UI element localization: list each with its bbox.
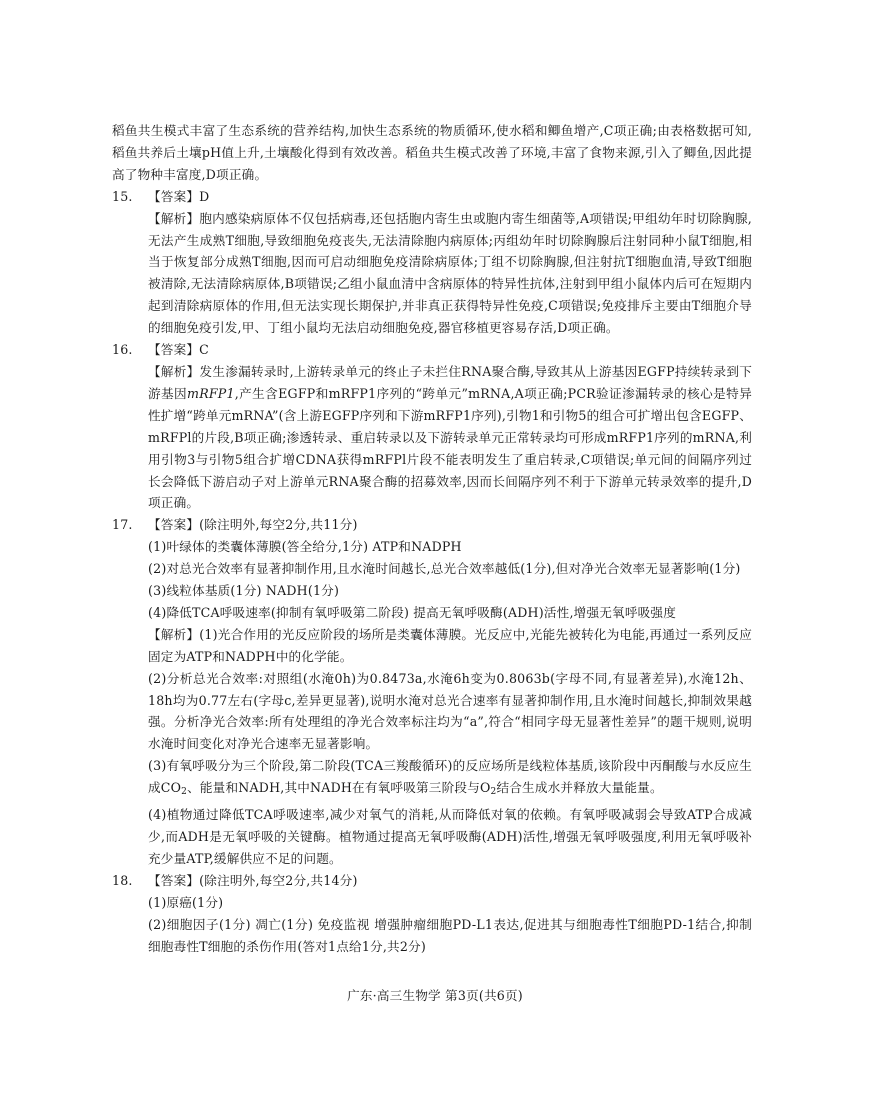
subscript: 2: [490, 787, 497, 798]
q16-analysis-part-a: 【解析】发生渗漏转录时,上游转录单元的终止子未拦住RNA聚合酶,导致其从上游基因EGFP持续转录到下游基因: [148, 363, 752, 401]
q14-continuation: 稻鱼共生模式丰富了生态系统的营养结构,加快生态系统的物质循环,使水稻和鲫鱼增产,C项正确;由表格数据可知,稻鱼共养后土壤pH值上升,土壤酸化得到有效改善。稻鱼共生模式改善了环境,丰富了食物来源,引入了鲫鱼,因此提高了物种丰富度,D项正确。: [112, 123, 752, 182]
q17-explanation-2: (2)分析总光合效率:对照组(水淹0h)为0.8473a,水淹6h变为0.8063b(字母不同,有显著差异),水淹12h、18h均为0.77左右(字母c,差异更显著),说明水淹对总光合速率有显著抑制作用,且水淹时间越长,抑制效果越强。分析净光合效率:所有处理组的净光合效率标注均为“a”,符合“相同字母无显著性差异”的题干规则,说明水淹时间变化对净光合速率无显著影响。: [148, 670, 752, 752]
q17-explanation-3c: 结合生成水并释放大量能量。: [496, 780, 663, 796]
subscript: 2: [181, 787, 188, 798]
q17-answer-1: (1)叶绿体的类囊体薄膜(答全给分,1分) ATP和NADPH: [148, 539, 462, 555]
q16-answer: [112, 339, 752, 361]
q15-analysis: 【解析】胞内感染病原体不仅包括病毒,还包括胞内寄生虫或胞内寄生细菌等,A项错误;甲组幼年时切除胸腺,无法产生成熟T细胞,导致细胞免疫丧失,无法清除胞内病原体;丙组幼年时切除胸腺后注射同种小鼠T细胞,相当于恢复部分成熟T细胞,因而可启动细胞免疫清除病原体;丁组不切除胸腺,但注射抗T细胞血清,导致T细胞被清除,无法清除病原体,B项错误;乙组小鼠血清中含病原体的特异性抗体,注射到甲组小鼠体内后可在短期内起到清除病原体的作用,但无法实现长期保护,并非真正获得特异性免疫,C项错误;免疫排斥主要由T细胞介导的细胞免疫引发,甲、丁组小鼠均无法启动细胞免疫,器官移植更容易存活,D项正确。: [148, 210, 752, 336]
q16-analysis: [112, 361, 752, 514]
q18-answer-2: (2)细胞因子(1分) 凋亡(1分) 免疫监视 增强肿瘤细胞PD-L1表达,促进其与细胞毒性T细胞PD-1结合,抑制细胞毒性T细胞的杀伤作用(答对1点给1分,共2分): [148, 916, 752, 954]
page-footer: 广东·高三生物学 第3页(共6页): [347, 988, 523, 1003]
q17-number: 17.: [112, 517, 133, 533]
q18-number: 18.: [112, 872, 133, 888]
q17-answer-3: (3)线粒体基质(1分) NADH(1分): [148, 583, 340, 599]
q17-explanation-4: (4)植物通过降低TCA呼吸速率,减少对氧气的消耗,从而降低对氧的依赖。有氧呼吸减弱会导致ATP合成减少,而ADH是无氧呼吸的关键酶。植物通过提高无氧呼吸酶(ADH)活性,增强无氧呼吸强度,利用无氧呼吸补充少量ATP,缓解供应不足的问题。: [148, 807, 752, 866]
q15-number: 15.: [112, 188, 133, 204]
q17-answer-text: 【答案】(除注明外,每空2分,共11分): [148, 517, 358, 533]
q15-answer: [112, 186, 752, 208]
gene-name-italic: mRFP1: [187, 385, 235, 401]
q17-explanation-1: 【解析】(1)光合作用的光反应阶段的场所是类囊体薄膜。光反应中,光能先被转化为电能,再通过一系列反应固定为ATP和NADPH中的化学能。: [148, 626, 752, 664]
q16-analysis-part-b: ,产生含EGFP和mRFP1序列的“跨单元”mRNA,A项正确;PCR验证渗漏转录的核心是特异性扩增“跨单元mRNA”(含上游EGFP序列和下游mRFP1序列),引物1和引物5的组合可扩增出包含EGFP、mRFPl的片段,B项正确;渗透转录、重启转录以及下游转录单元正常转录均可形成mRFP1序列的mRNA,利用引物3与引物5组合扩增CDNA获得mRFPl片段不能表明发生了重启转录,C项错误;单元间的间隔序列过长会降低下游启动子对上游单元RNA聚合酶的招募效率,因而长间隔序列不利于下游单元转录效率的提升,D项正确。: [148, 385, 752, 511]
q17-answer-4: (4)降低TCA呼吸速率(抑制有氧呼吸第二阶段) 提高无氧呼吸酶(ADH)活性,增强无氧呼吸强度: [148, 604, 676, 620]
q18-answer: [112, 870, 752, 892]
answer-content: [112, 120, 752, 957]
q17-explanation-3: [112, 755, 752, 804]
q17-explanation-3a: (3)有氧呼吸分为三个阶段,第二阶段(TCA三羧酸循环)的反应场所是线粒体基质,该阶段中丙酮酸与水反应生成CO: [148, 758, 752, 796]
q18-answer-1: (1)原癌(1分): [148, 894, 224, 910]
q17-explanation-3b: 、能量和NADH,其中NADH在有氧呼吸第三阶段与O: [187, 780, 491, 796]
q16-number: 16.: [112, 342, 133, 358]
q18-answer-text: 【答案】(除注明外,每空2分,共14分): [148, 872, 358, 888]
q15-answer-text: 【答案】D: [148, 188, 210, 204]
q17-answer: [112, 514, 752, 536]
q17-answer-2: (2)对总光合效率有显著抑制作用,且水淹时间越长,总光合效率越低(1分),但对净光合效率无显著影响(1分): [148, 561, 741, 577]
q16-answer-text: 【答案】C: [148, 342, 210, 358]
